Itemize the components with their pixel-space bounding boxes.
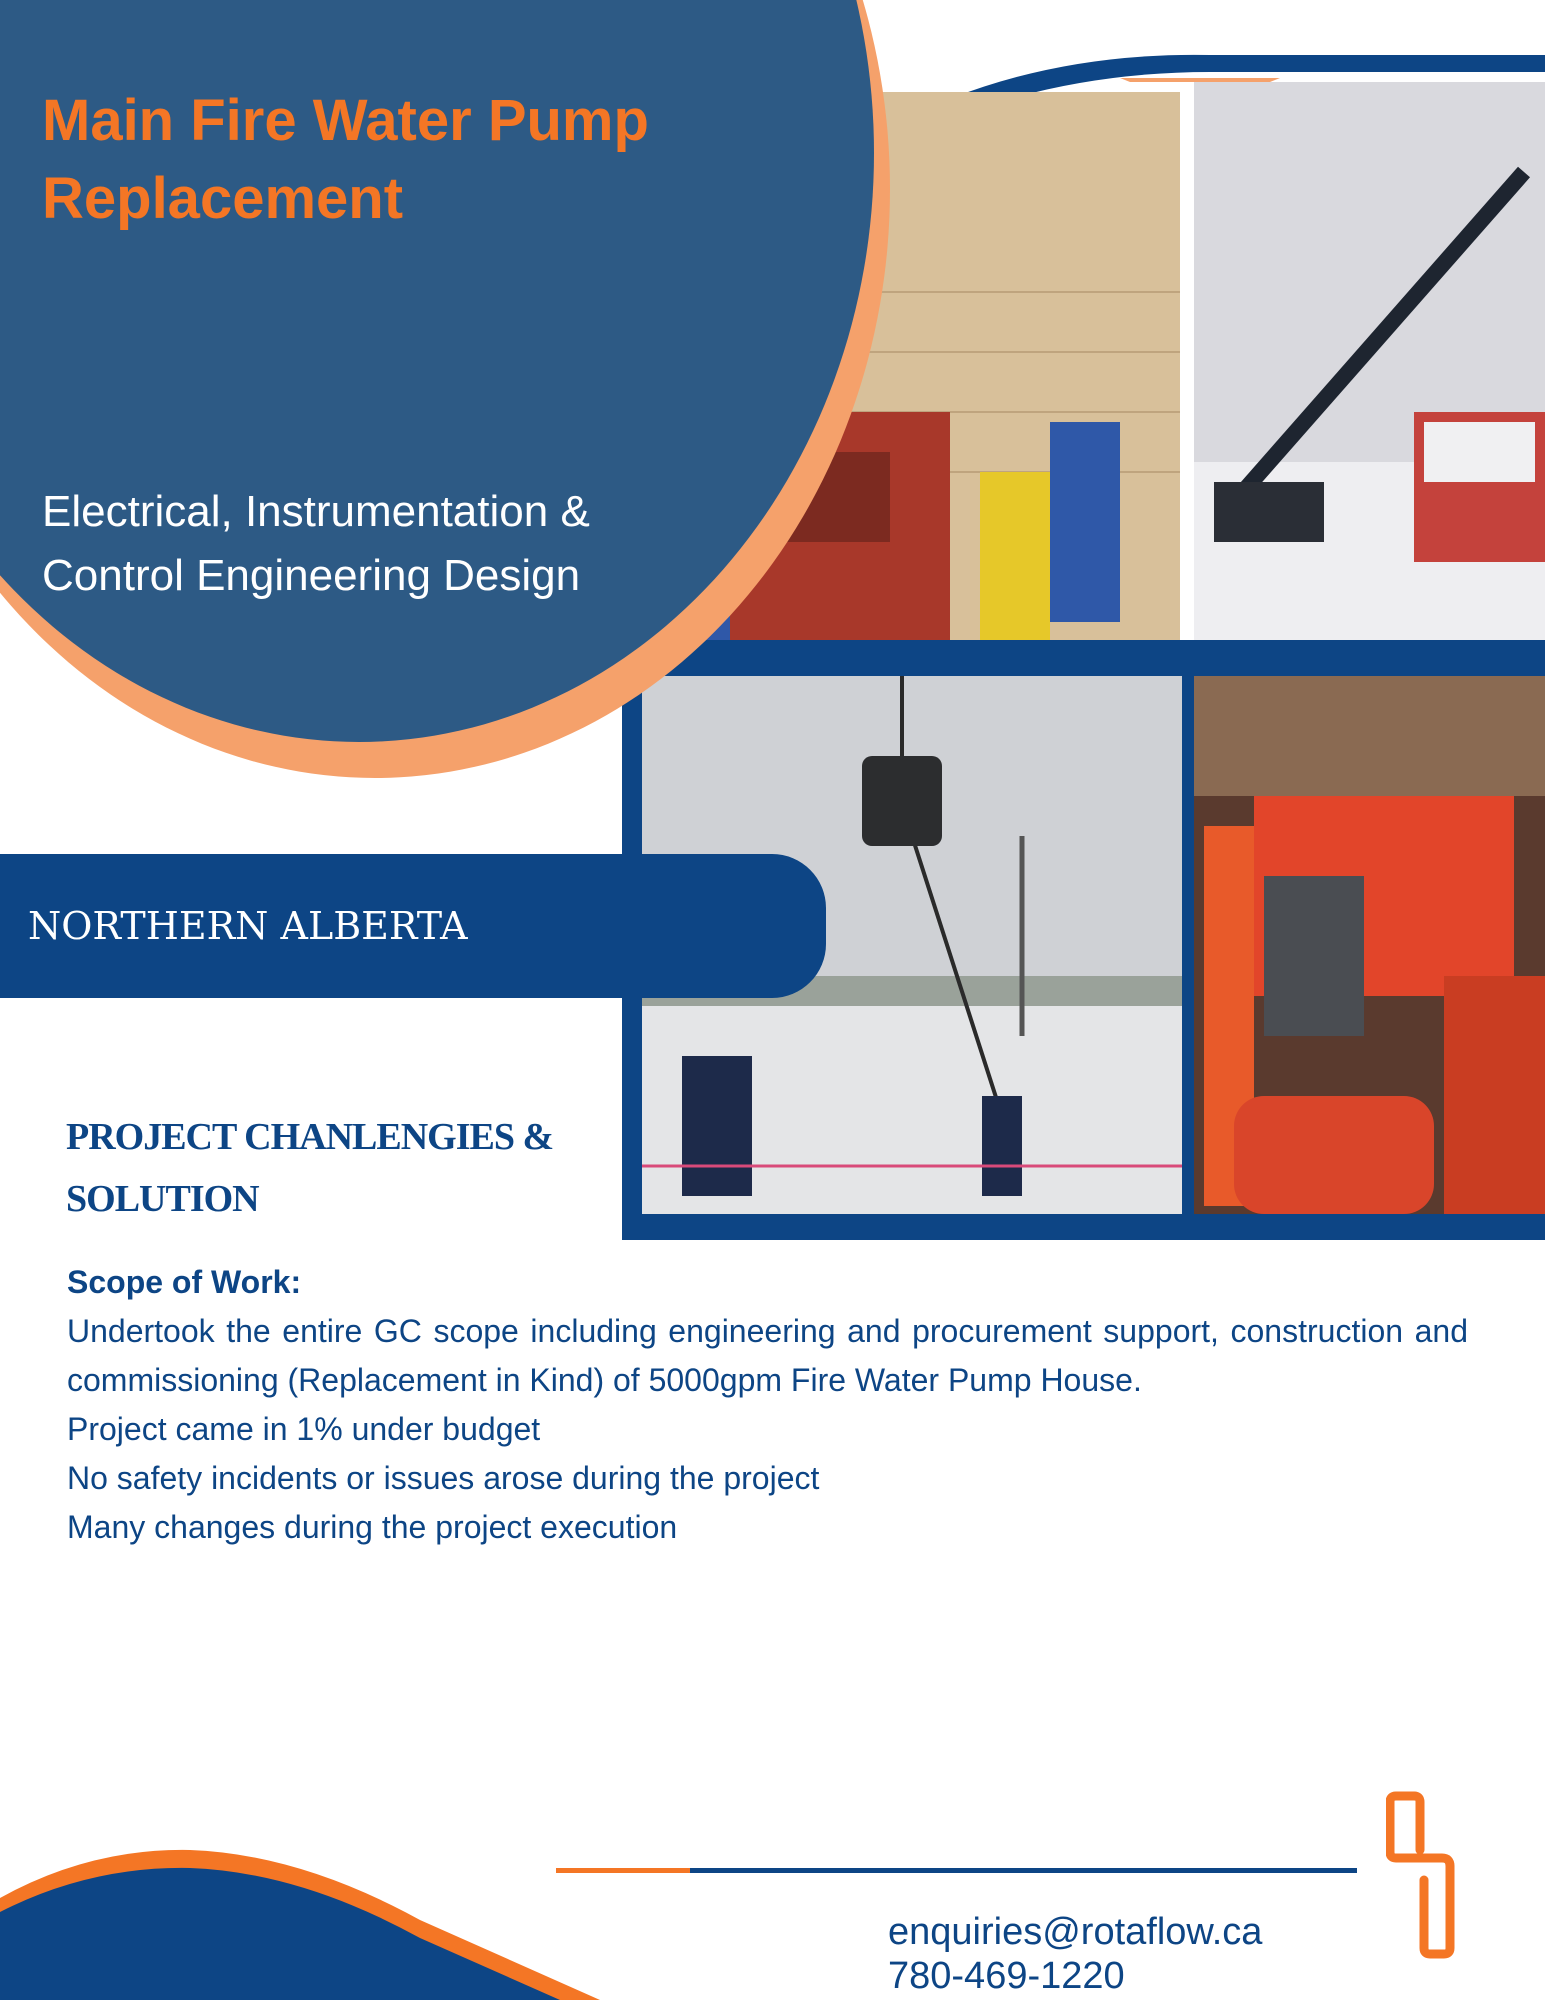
page-subtitle: Electrical, Instrumentation & Control Engineering Design [42,487,590,600]
region-banner [0,854,826,998]
scope-section [67,1258,1468,1552]
challenges-heading: PROJECT CHANLENGIES & SOLUTION [66,1116,554,1220]
scope-point: Project came in 1% under budget [67,1411,541,1447]
scope-point: No safety incidents or issues arose during the project [67,1460,820,1496]
footer-divider [690,1868,1357,1873]
scope-point: Many changes during the project execution [67,1509,678,1545]
contact-phone[interactable]: 780-469-1220 [888,1955,1125,1997]
region-label: NORTHERN ALBERTA [28,904,468,948]
company-logo-icon [1386,1790,1456,1960]
photo-red-pumps [1194,676,1545,1214]
scope-body: Undertook the entire GC scope including engineering and procurement support, construction and commissioning (Replacement in Kind) of 5000gpm Fire Water Pump House. [67,1313,1468,1398]
contact-block [888,1910,1262,1998]
page-title: Main Fire Water Pump Replacement [42,88,649,231]
photo-crane-snow [1194,82,1545,640]
footer-wave [0,1840,640,2000]
scope-heading: Scope of Work: [67,1264,302,1300]
contact-email[interactable]: enquiries@rotaflow.ca [888,1911,1263,1953]
footer-divider-accent [556,1868,690,1873]
